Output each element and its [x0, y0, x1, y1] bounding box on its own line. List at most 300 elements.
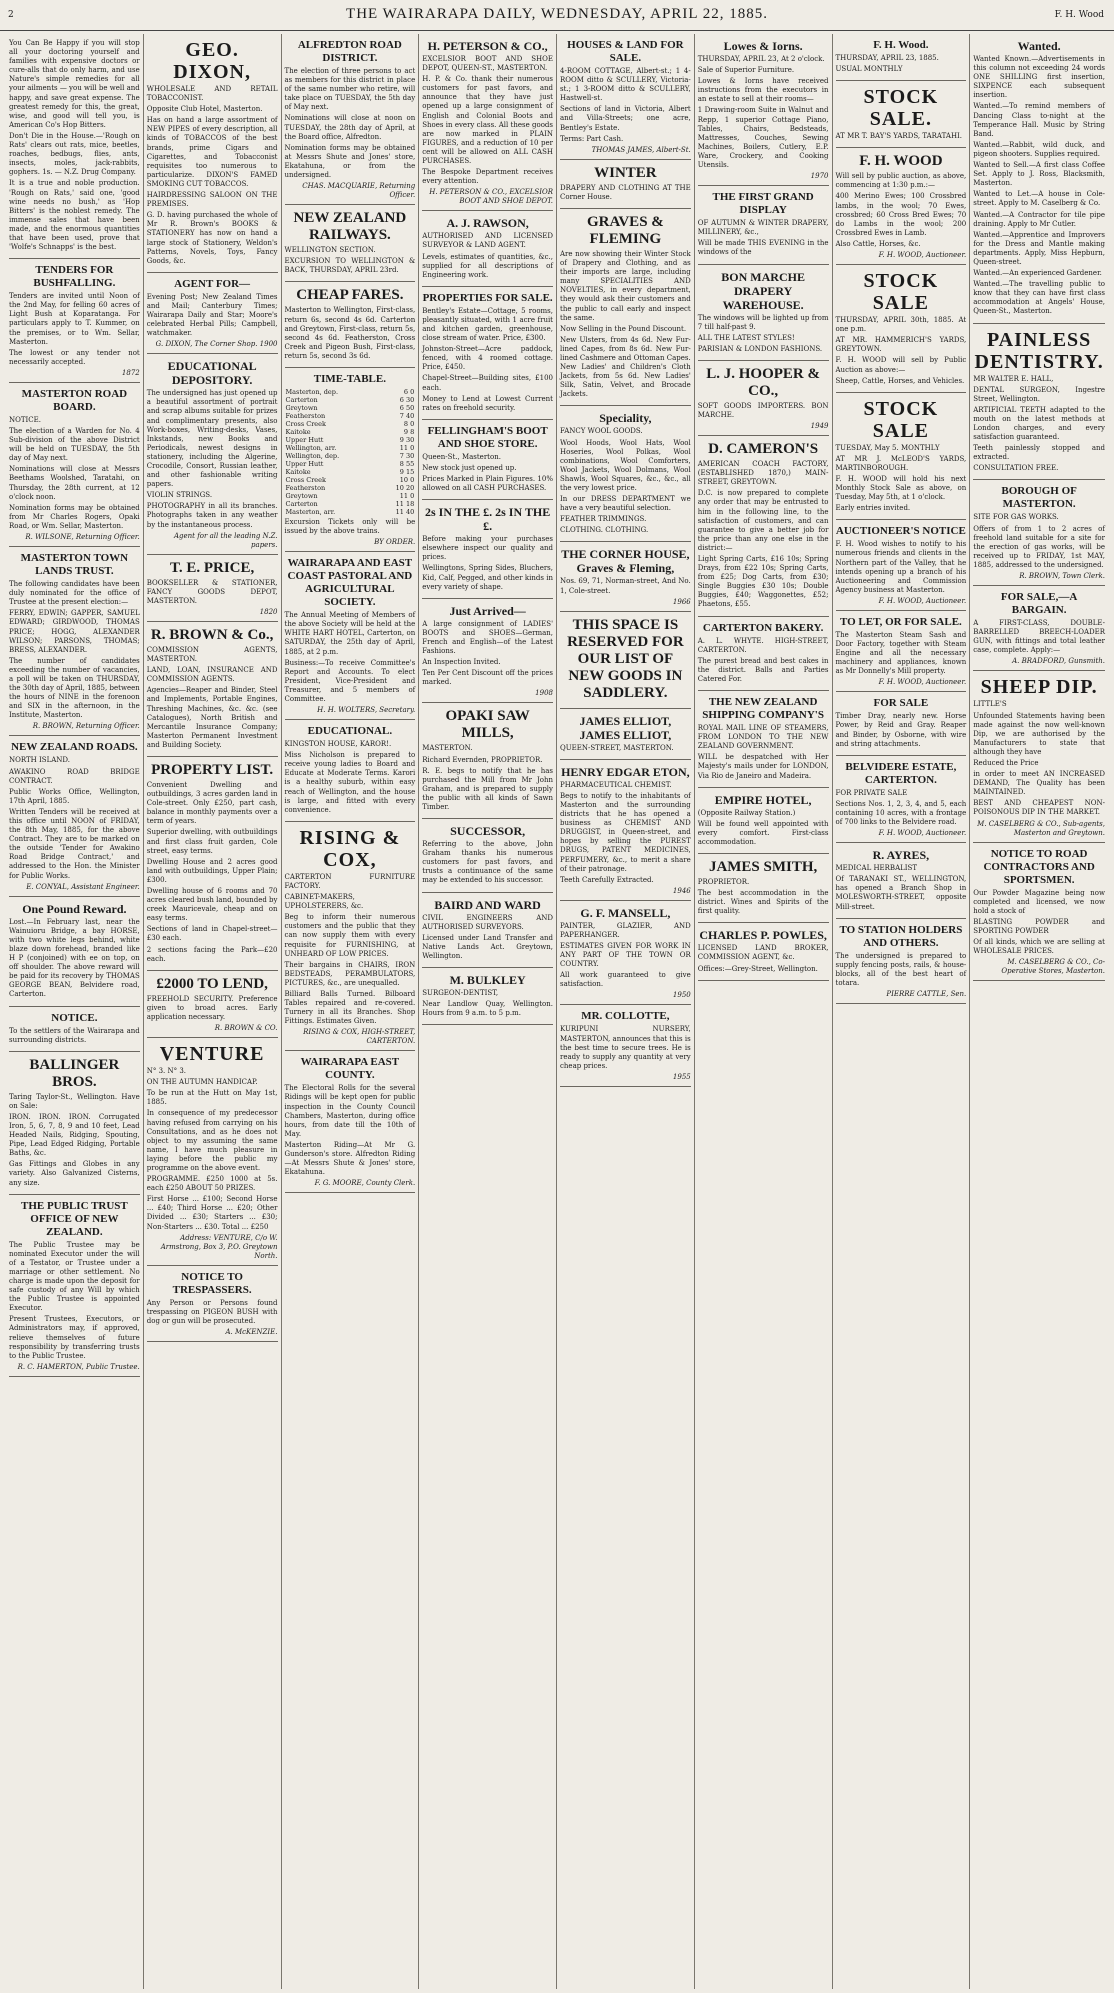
ad-signature: A. McKENZIE. — [225, 1327, 278, 1336]
ad-paragraph: Present Trustees, Executors, or Administrators may, if approved, relieve themselves of future responsibility by transferring trusts to the Public Trustee. — [9, 1315, 140, 1360]
ad-paragraph: Offices:—Grey-Street, Wellington. — [697, 964, 818, 973]
ad-paragraph: In our DRESS DEPARTMENT we have a very beautiful selection. — [560, 495, 691, 513]
timetable-row — [285, 492, 416, 500]
ad-signature: F. H. WOOD, Auctioneer. — [878, 829, 967, 838]
advertisement — [9, 897, 140, 1007]
ad-heading: Speciality, — [599, 411, 652, 426]
column-3 — [282, 34, 420, 1989]
advertisement — [973, 324, 1105, 481]
ad-paragraph: An Inspection Invited. — [422, 658, 501, 667]
ad-paragraph: Wanted.—The travelling public to know that they can have first class accommodation at Angels' House, Queen-St., Masterton. — [973, 280, 1105, 316]
advertisement — [422, 819, 553, 892]
ad-paragraph: Dwelling House and 2 acres good land with outbuildings, Upper Plain; £300. — [146, 857, 278, 884]
advertisement — [836, 148, 967, 265]
ad-paragraph: SITE FOR GAS WORKS. — [973, 513, 1059, 522]
advertisement — [698, 436, 829, 617]
ad-paragraph: Of TARANAKI ST., WELLINGTON, has opened a Branch Shop in MOLESWORTH-STREET, opposite Mill-street. — [835, 875, 967, 911]
advertisement — [285, 205, 416, 282]
ad-paragraph: Also Cattle, Horses, &c. — [835, 239, 921, 248]
ad-paragraph: THURSDAY, APRIL 30th, 1885. At one p.m. — [835, 316, 967, 334]
ad-paragraph: The undersigned is prepared to supply fencing posts, rails, & house-blocks, all of the best heart of totara. — [835, 951, 967, 987]
timetable-station: Kaitoke — [285, 467, 311, 476]
column-4 — [419, 34, 557, 1989]
ad-signature: 1908 — [535, 689, 553, 698]
ad-heading: 2s IN THE £. 2s IN THE £. — [424, 505, 551, 534]
ad-signature: 1955 — [672, 1072, 691, 1081]
ad-heading: HOUSES & LAND FOR SALE. — [567, 39, 684, 64]
advertisement — [836, 919, 967, 1004]
ad-signature: 1970 — [810, 172, 829, 181]
ad-paragraph: Beg to inform their numerous customers and the public that they can now supply them with every requisite for FURNISHING, at UNHEARD OF LOW PRICES. — [284, 913, 416, 958]
ad-paragraph: Business:—To receive Committee's Report and Accounts. To elect President, Vice-President and Treasurer, and 5 members of Committee. — [284, 658, 416, 703]
ad-heading: R. BROWN & Co., — [150, 626, 274, 643]
timetable-time: 6 0 — [403, 387, 415, 396]
advertisement — [9, 259, 140, 383]
advertisement — [422, 287, 553, 420]
advertisement — [560, 709, 691, 760]
advertisement — [560, 1005, 691, 1086]
ad-signature: R. BROWN, Town Clerk. — [1019, 572, 1105, 581]
ad-paragraph: Will be found well appointed with every comfort. First-class accommodation. — [697, 819, 829, 846]
ad-paragraph: 2 sections facing the Park—£20 each. — [146, 945, 278, 963]
ad-heading: MR. COLLOTTE, — [581, 1010, 670, 1023]
ad-heading: F. H. WOOD — [859, 153, 943, 170]
ad-signature: F. G. MOORE, County Clerk. — [314, 1179, 416, 1188]
ad-paragraph: The Electoral Rolls for the several Ridings will be kept open for public inspection in the County Council Chambers, Masterton, during office hours, from date till the 10th of May. — [284, 1084, 416, 1138]
ad-heading: THE PUBLIC TRUST OFFICE OF NEW ZEALAND. — [20, 1199, 128, 1238]
ad-paragraph: Wanted to Sell.—A first class Coffee Set. Apply to J. Ross, Blacksmith, Masterton. — [973, 161, 1105, 188]
advertisement — [285, 282, 416, 368]
ad-paragraph: The Annual Meeting of Members of the above Society will be held at the WHITE HART HOTEL, Carterton, on SATURDAY, the 25th day of April, 1885, at 2 p.m. — [284, 611, 416, 656]
ad-paragraph: ARTIFICIAL TEETH adapted to the mouth on the latest methods at London charges, and every satisfaction guaranteed. — [973, 405, 1105, 442]
ad-paragraph: Will sell by public auction, as above, commencing at 1:30 p.m.:— — [835, 172, 967, 190]
ad-heading: GEO. DIXON, — [173, 39, 251, 83]
ad-paragraph: The election of three persons to act as members for this district in place of the same number who retire, will take place on TUESDAY, the 5th day of May next. — [284, 67, 416, 112]
ad-paragraph: FOR PRIVATE SALE — [835, 788, 908, 797]
timetable-station: Carterton — [285, 499, 318, 508]
ad-paragraph: Nominations will close at Messrs Beethams Woolshed, Taratahi, on Thursday, the 28th current, at 12 o'clock noon. — [9, 465, 140, 501]
masthead — [0, 0, 1114, 31]
advertisement — [285, 822, 416, 1052]
ad-paragraph: Opposite Club Hotel, Masterton. — [146, 105, 263, 114]
advertisement — [836, 611, 967, 692]
ad-paragraph: ESTIMATES GIVEN FOR WORK IN ANY PART OF THE TOWN OR COUNTRY. — [560, 941, 691, 969]
ad-paragraph: Wanted.—A Contractor for tile pipe draining. Apply to Mr Cutler. — [973, 210, 1105, 228]
ad-paragraph: Our Powder Magazine being now completed and licensed, we now hold a stock of — [973, 888, 1105, 915]
ad-heading: HENRY EDGAR ETON, — [561, 764, 690, 779]
advertisement — [9, 383, 140, 547]
ad-paragraph: The number of candidates exceeding the number of vacancies, a poll will be taken on THURSDAY, the 30th day of April, 1885, between the hours of NINE in the forenoon and SIX in the afternoon, in the Institute, Masterton. — [9, 656, 140, 720]
timetable-station: Carterton — [285, 395, 318, 404]
advertisement — [422, 420, 553, 500]
ad-paragraph: MEDICAL HERBALIST — [835, 864, 918, 873]
ad-heading: T. E. PRICE, — [169, 559, 255, 576]
ad-paragraph: Now Selling in the Pound Discount. — [560, 324, 687, 333]
ad-heading: EDUCATIONAL DEPOSITORY. — [167, 359, 257, 388]
ad-paragraph: THURSDAY, APRIL 23, At 2 o'clock. — [697, 55, 825, 63]
ad-paragraph: MASTERTON. — [422, 744, 473, 753]
ad-paragraph: Lowes & Iorns have received instructions from the executors in an estate to sell at their rooms— — [697, 77, 829, 104]
timetable-station: Cross Creek — [285, 419, 326, 428]
advertisement — [9, 736, 140, 896]
ad-paragraph: Light Spring Carts, £16 10s; Spring Drays, from £22 10s; Spring Carts, from £25; Dog Carts, from £30; Single Buggies £30 10s; Double Buggies, £40; Waggonettes, £52; Phaetons, £55. — [697, 555, 829, 609]
ad-paragraph: In consequence of my predecessor having refused from carrying on his Consultations, and as he does not object to my assuming the same name, I have much pleasure in laying before the public my programme on the above event. — [146, 1109, 278, 1172]
ad-paragraph: Nos. 69, 71, Norman-street, And No. 1, Cole-street. — [560, 577, 691, 595]
ad-heading: OPAKI SAW MILLS, — [445, 708, 530, 742]
ad-heading: WAIRARAPA EAST COUNTY. — [300, 1056, 400, 1082]
ad-paragraph: Tenders are invited until Noon of the 2nd May, for felling 60 acres of Light Bush at Koparatanga. For particulars apply to T. Kummer, on the premises, or to Wm. Sellar, Masterton. — [9, 292, 140, 346]
advertisement — [560, 160, 691, 209]
advertisement — [422, 599, 553, 704]
ad-paragraph: Early entries invited. — [835, 504, 911, 513]
advertisement — [836, 265, 967, 393]
timetable-row — [285, 460, 416, 468]
ad-signature: H. H. WOLTERS, Secretary. — [317, 706, 416, 715]
timetable — [285, 388, 416, 516]
ad-paragraph: The undersigned has just opened up a beautiful assortment of portrait and scrap albums suitable for prizes and complimentary presents, also Work-boxes, Writing-desks, Vases, Inkstands, new Books and Periodicals, newest designs in stationery, including the Algerine, Crocodile, Consort, Russian leather, and other fashionable writing papers. — [146, 389, 278, 489]
ad-paragraph: A FIRST-CLASS, DOUBLE-BARRELLED BREECH-LOADER GUN, with fittings and total leather case, complete. Apply:— — [973, 619, 1105, 655]
ad-heading: GRAVES & FLEMING — [586, 213, 664, 247]
ad-heading: JAMES SMITH, — [708, 858, 818, 875]
ad-paragraph: AUTHORISED AND LICENSED SURVEYOR & LAND AGENT. — [422, 232, 553, 250]
page-number: 2 — [8, 10, 14, 20]
ad-signature: THOMAS JAMES, Albert-St. — [591, 145, 691, 154]
ad-paragraph: Will be made THIS EVENING in the windows of the — [697, 239, 829, 257]
ad-paragraph: SOFT GOODS IMPORTERS. BON MARCHE. — [697, 401, 829, 419]
ad-paragraph: AMERICAN COACH FACTORY, (ESTABLISHED 1870,) MAIN-STREET, GREYTOWN. — [697, 460, 829, 487]
advertisement — [422, 500, 553, 599]
ad-paragraph: Masterton to Wellington, First-class, return 6s, second 4s 6d. Carterton and Greytown, First-class, return 5s, second 4s 6d. Featherston, Cross Creek and Pigeon Bush, First-class, return 5s, second 3s 6d. — [284, 306, 416, 360]
ad-heading: WAIRARAPA AND EAST COAST PASTORAL AND AGRICULTURAL SOCIETY. — [287, 557, 413, 609]
timetable-row — [285, 468, 416, 476]
ad-paragraph: Sheep, Cattle, Horses, and Vehicles. — [835, 376, 965, 385]
ad-heading: AUCTIONEER'S NOTICE — [835, 525, 966, 538]
advertisement — [698, 617, 829, 691]
ad-heading: NOTICE TO TRESPASSERS. — [172, 1270, 252, 1296]
ad-paragraph: The Bespoke Department receives every attention. — [422, 168, 553, 186]
newspaper-columns — [6, 34, 1108, 1989]
ad-heading: TENDERS FOR BUSHFALLING. — [33, 264, 116, 290]
ad-paragraph: R. E. begs to notify that he has purchased the Mill from Mr John Graham, and is prepared to supply the public with all kinds of Sawn Timber. — [422, 766, 553, 811]
advertisement — [422, 893, 553, 968]
ad-heading: PROPERTY LIST. — [151, 761, 274, 778]
timetable-station: Featherston — [285, 483, 326, 492]
ad-signature: R. C. HAMERTON, Public Trustee. — [17, 1362, 140, 1371]
timetable-time: 7 30 — [399, 451, 415, 460]
ad-paragraph: LITTLE'S — [973, 700, 1007, 709]
ad-signature: R. BROWN & CO. — [214, 1024, 278, 1033]
ad-heading: THE NEW ZEALAND SHIPPING COMPANY'S — [702, 696, 824, 722]
ad-heading: One Pound Reward. — [22, 901, 127, 916]
timetable-time: 11 0 — [399, 443, 415, 452]
timetable-station: Masterton, dep. — [285, 387, 339, 396]
ad-heading: BON MARCHE DRAPERY WAREHOUSE. — [721, 269, 805, 312]
ad-heading: FOR SALE,—A BARGAIN. — [1000, 591, 1078, 617]
column-2 — [144, 34, 282, 1989]
ad-heading: NOTICE. — [51, 1011, 98, 1024]
advertisement — [973, 480, 1105, 586]
timetable-row — [285, 436, 416, 444]
ad-paragraph: Reduced the Price — [973, 758, 1039, 767]
ad-paragraph: Licensed under Land Transfer and Native Lands Act. Greytown, Wellington. — [422, 933, 553, 960]
ad-heading: BOROUGH OF MASTERTON. — [1001, 485, 1077, 511]
advertisement — [147, 1038, 278, 1266]
timetable-time: 10 20 — [395, 483, 415, 492]
ad-paragraph: Sections of land in Victoria, Albert and Villa-Streets; one acre, Bentley's Estate. — [560, 105, 691, 132]
advertisement — [422, 968, 553, 1025]
ad-signature: 1872 — [121, 368, 140, 377]
ad-heading: TO STATION HOLDERS AND OTHERS. — [839, 923, 963, 949]
ad-heading: NEW ZEALAND RAILWAYS. — [293, 210, 407, 244]
ad-paragraph: Ten Per Cent Discount off the prices marked. — [422, 669, 553, 687]
ad-signature: Agent for all the leading N.Z. papers. — [173, 531, 278, 549]
ad-paragraph: PAINTER, GLAZIER, AND PAPERHANGER. — [560, 921, 691, 939]
ad-paragraph: IRON. IRON. IRON. Corrugated Iron, 5, 6, 7, 8, 9 and 10 feet, Lead Headed Nails, Ridging, Spouting, Pipe, Lead Edged Ridging, Portable Baths, &c. — [9, 1112, 140, 1158]
advertisement — [285, 552, 416, 720]
ad-paragraph: Money to Lend at Lowest Current rates on freehold security. — [422, 394, 553, 412]
ad-paragraph: Nomination forms may be obtained at Messrs Shute and Jones' store, Ekatahuna, or from the undersigned. — [284, 143, 416, 180]
advertisement — [698, 923, 829, 980]
timetable-row — [285, 500, 416, 508]
ad-paragraph: Wool Hoods, Wool Hats, Wool Hoseries, Wool Polkas, Wool combinations, Wool Comforters, Wool Jackets, Wool Dolmans, Wool Shawls, Wool Squares, &c., &c., all the very lowest price. — [560, 438, 691, 492]
ad-heading: TIME-TABLE. — [313, 372, 386, 385]
advertisement — [698, 361, 829, 436]
timetable-time: 6 30 — [399, 395, 415, 404]
ad-paragraph: Of all kinds, which we are selling at WHOLESALE PRICES. — [973, 938, 1105, 956]
advertisement — [698, 854, 829, 923]
advertisement — [560, 209, 691, 407]
timetable-row — [285, 404, 416, 412]
ad-paragraph: in order to meet AN INCREASED DEMAND, The Quality has been MAINTAINED. — [973, 770, 1105, 797]
ad-paragraph: Don't Die in the House.—'Rough on Rats' clears out rats, mice, beetles, roaches, bedbugs, flies, ants, insects, moles, jack-rabbits, gophers. 1s. — N.Z. Drug Company. — [9, 131, 140, 177]
ad-paragraph: F. H. WOOD will sell by Public Auction as above:— — [835, 356, 967, 374]
ad-paragraph: AT MR. HAMMERICH'S YARDS, GREYTOWN. — [835, 336, 967, 354]
ad-signature: F. H. WOOD, Auctioneer. — [878, 251, 967, 260]
ad-heading: SUCCESSOR, — [450, 824, 526, 839]
timetable-station: Wellington, arr. — [285, 443, 337, 452]
ad-signature: E. CONYAL, Assistant Engineer. — [26, 882, 140, 891]
ad-paragraph: Queen-St., Masterton. — [422, 452, 501, 461]
timetable-row — [285, 420, 416, 428]
ad-paragraph: To the settlers of the Wairarapa and surrounding districts. — [9, 1026, 140, 1044]
advertisement — [147, 757, 278, 971]
timetable-time: 9 15 — [399, 467, 415, 476]
ad-paragraph: Before making your purchases elsewhere inspect our quality and prices. — [422, 535, 553, 562]
ad-heading: AGENT FOR— — [174, 277, 251, 290]
ad-heading: Wanted. — [1017, 39, 1061, 53]
ad-heading: PROPERTIES FOR SALE. — [422, 291, 553, 304]
ad-paragraph: QUEEN-STREET, MASTERTON. — [560, 743, 674, 752]
ad-paragraph: Superior dwelling, with outbuildings and first class fruit garden, Cole street, easy terms. — [146, 828, 278, 855]
ad-signature: 1820 — [259, 607, 278, 616]
ad-signature: A. BRADFORD, Gunsmith. — [1012, 657, 1105, 666]
ad-paragraph: Prices Marked in Plain Figures. 10% allowed on all CASH PURCHASES. — [422, 475, 553, 493]
advertisement — [836, 692, 967, 755]
timetable-row — [285, 476, 416, 484]
advertisement — [9, 34, 140, 259]
ad-paragraph: CABINET-MAKERS, UPHOLSTERERS, &c. — [284, 893, 364, 911]
ad-paragraph: A large consignment of LADIES' BOOTS and SHOES—German, French and English—of the Latest Fashions. — [422, 619, 553, 656]
advertisement — [836, 34, 967, 81]
ad-paragraph: EXCELSIOR BOOT AND SHOE DEPOT, QUEEN-ST., MASTERTON. — [422, 55, 553, 73]
advertisement — [147, 34, 278, 273]
ad-heading: RISING & COX, — [299, 826, 401, 871]
ad-heading: MASTERTON TOWN LANDS TRUST. — [20, 552, 129, 578]
ad-paragraph: Are now showing their Winter Stock of Drapery and Clothing, and as their imports are large, including many SPECIALITIES AND NOVELTIES, in every department, they would ask their customers and the public to call early and inspect the same. — [560, 249, 691, 322]
column-corner-label: F. H. Wood — [1054, 10, 1104, 20]
timetable-row — [285, 428, 416, 436]
advertisement — [698, 34, 829, 186]
ad-heading: BAIRD AND WARD — [434, 897, 541, 912]
ad-paragraph: The following candidates have been duly nominated for the office of Trustee at the present election:— — [9, 580, 140, 607]
ad-paragraph: KURIPUNI NURSERY, MASTERTON, announces that this is the best time to secure trees. He is ready to supply any quantity at very cheap prices. — [560, 1025, 691, 1070]
advertisement — [973, 586, 1105, 671]
ad-heading: FOR SALE — [873, 697, 929, 710]
timetable-row — [285, 484, 416, 492]
ad-heading: NEW ZEALAND ROADS. — [11, 741, 138, 754]
ad-paragraph: Offers of from 1 to 2 acres of freehold land suitable for a site for the erection of gas works, will be received up to FRIDAY, 1st MAY, 1885, addressed to the undersigned. — [973, 524, 1105, 569]
ad-paragraph: The Public Trustee may be nominated Executor under the will of a Testator, or Trustee under a marriage or other settlement. No charge is made upon the deposit for safe custody of any Will by which the Public Trustee is appointed Executor. — [9, 1240, 140, 1313]
advertisement — [422, 34, 553, 211]
ad-paragraph: MR WALTER E. HALL, — [973, 374, 1054, 383]
timetable-station: Wellington, dep. — [285, 451, 340, 460]
ad-heading: FELLINGHAM'S BOOT AND SHOE STORE. — [427, 424, 548, 450]
advertisement — [422, 211, 553, 286]
ad-paragraph: Written Tenders will be received at this office until NOON of FRIDAY, the 8th May, 1885, for the above Contract. They are to be marked on the outside 'Tender for Awakino Road Bridge Contract,' and addressed to the Hon. the Minister for Public Works. — [9, 807, 140, 880]
ad-paragraph: The windows will be lighted up from 7 till half-past 9. — [697, 313, 829, 331]
advertisement — [9, 1007, 140, 1052]
advertisement — [836, 520, 967, 611]
ad-paragraph: Sections Nos. 1, 2, 3, 4, and 5, each containing 10 acres, with a frontage of 700 links to the Belvidere road. — [835, 799, 967, 827]
ad-heading: TO LET, OR FOR SALE. — [839, 615, 962, 628]
ad-paragraph: FERRY, EDWIN; GAPPER, SAMUEL EDWARD; GIRDWOOD, THOMAS PRICE; HOGG, ALEXANDER WILSON; PARSONS, THOMAS; BRESS, ALEXANDER. — [9, 609, 140, 654]
column-7 — [833, 34, 971, 1989]
advertisement — [285, 720, 416, 822]
ad-heading: A. J. RAWSON, — [446, 216, 529, 231]
advertisement — [973, 34, 1105, 324]
timetable-row — [285, 396, 416, 404]
timetable-row — [285, 508, 416, 516]
ad-heading: SHEEP DIP. — [980, 676, 1098, 699]
advertisement — [285, 1051, 416, 1193]
ad-paragraph: Excursion Tickets only will be issued by the above trains. — [284, 517, 416, 536]
ad-paragraph: HAIRDRESSING SALOON ON THE PREMISES. — [146, 191, 278, 209]
ad-heading: L. J. HOOPER & CO., — [706, 365, 820, 399]
timetable-station: Greytown — [285, 491, 318, 500]
timetable-row — [285, 444, 416, 452]
ad-paragraph: CIVIL ENGINEERS AND AUTHORISED SURVEYORS. — [422, 913, 553, 931]
ad-heading: STOCK SALE — [863, 397, 939, 442]
ad-signature: CHAS. MACQUARIE, Returning Officer. — [302, 182, 416, 200]
ad-paragraph: New Ulsters, from 4s 6d. New Fur-lined Capes, from 8s 6d. New Fur-lined Cashmere and Ottoman Capes. New Ladies' and Children's Cloth Jackets, from 5s 6d. New Ladies' Silk, Satin, Velvet, and Brocade Jackets. — [560, 335, 691, 399]
ad-heading: STOCK SALE. — [863, 86, 939, 131]
ad-paragraph: PARISIAN & LONDON FASHIONS. — [697, 344, 823, 353]
timetable-time: 7 40 — [399, 411, 415, 420]
ad-paragraph: Public Works Office, Wellington, 17th April, 1885. — [9, 787, 140, 805]
ad-signature: 1950 — [672, 991, 691, 1000]
ad-paragraph: FREEHOLD SECURITY. Preference given to broad acres. Early application necessary. — [146, 994, 278, 1021]
newspaper-title: THE WAIRARAPA DAILY, WEDNESDAY, APRIL 22, 1885. — [346, 6, 768, 22]
timetable-station: Kaitoke — [285, 427, 311, 436]
ad-signature: 1946 — [672, 886, 691, 895]
ad-paragraph: Nomination forms may be obtained from Mr Charles Rogers, Opaki Road, or Wm. Sellar, Masterton. — [9, 503, 140, 530]
ad-paragraph: Evening Post; New Zealand Times and Mail; Canterbury Times; Wairarapa Daily and Star; Moore's celebrated Herbal Pills; Campbell, watchmaker. — [146, 292, 278, 338]
advertisement — [147, 971, 278, 1038]
ad-heading: STOCK SALE — [863, 270, 939, 315]
ad-heading: CHARLES P. POWLES, — [699, 928, 827, 943]
ad-heading: THIS SPACE IS RESERVED FOR OUR LIST OF NEW GOODS IN SADDLERY. — [567, 616, 684, 701]
ad-paragraph: NORTH ISLAND. — [9, 756, 70, 765]
advertisement — [836, 81, 967, 148]
ad-heading: THE FIRST GRAND DISPLAY — [712, 191, 814, 217]
timetable-time: 11 18 — [395, 499, 415, 508]
ad-paragraph: Lost.—In February last, near the Wainuioru Bridge, a bay HORSE, with two white legs behind, white blaze down forehead, branded like H P (conjoined) with ee on top, on off shoulder. The above reward will be paid for its recovery by THOMAS GEORGE BEAN, Belvidere road, Carterton. — [9, 917, 140, 999]
ad-paragraph: The lowest or any tender not necessarily accepted. — [9, 348, 140, 366]
timetable-time: 8 55 — [399, 459, 415, 468]
ad-paragraph: Gas Fittings and Globes in any variety. Also Galvanized Cisterns, any size. — [9, 1160, 140, 1187]
advertisement — [9, 1052, 140, 1195]
advertisement — [698, 788, 829, 854]
ad-paragraph: SURGEON-DENTIST, — [422, 989, 499, 997]
ad-paragraph: Wanted to Let.—A house in Cole-street. Apply to M. Caselberg & Co. — [973, 190, 1105, 208]
ad-paragraph: PHARMACEUTICAL CHEMIST. — [560, 780, 672, 789]
advertisement — [147, 622, 278, 757]
ad-paragraph: H. P. & Co. thank their numerous customers for past favors, and announce that they have just opened up a large consignment of English and Colonial Boots and Shoes in every class. All these goods are now marked in PLAIN FIGURES, and a reduction of 10 per cent will be allowed on ALL CASH PURCHASES. — [422, 75, 553, 166]
ad-paragraph: All work guaranteed to give satisfaction. — [560, 971, 691, 989]
ad-paragraph: It is a true and noble production. 'Rough on Rats,' said one, 'good wine needs no bush,' as 'Hop Bitters' is the noblest remedy. The immense sales that have been made, and the enormous quantities that have been used, prove that 'Wolfe's Schnapps' is the best. — [9, 179, 140, 252]
timetable-row — [285, 452, 416, 460]
ad-paragraph: LICENSED LAND BROKER, COMMISSION AGENT, &c. — [697, 944, 829, 962]
ad-signature: M. CASELBERG & CO., Co-Operative Stores, Masterton. — [1001, 958, 1105, 976]
ad-paragraph: Unfounded Statements having been made against the now well-known Dip, we are authorised by the Manufacturers to state that although they have — [973, 711, 1105, 756]
ad-paragraph: Convenient Dwelling and outbuildings, 3 acres garden land in Cole-street. Only £250, part cash, balance in monthly payments over a term of years. — [146, 780, 278, 826]
advertisement — [973, 843, 1105, 982]
advertisement — [147, 555, 278, 622]
ad-signature: 1949 — [810, 422, 829, 431]
advertisement — [147, 273, 278, 354]
ad-signature: G. DIXON, The Corner Shop. 1900 — [155, 340, 278, 349]
ad-paragraph: WELLINGTON SECTION. — [284, 246, 376, 255]
ad-paragraph: PROPRIETOR. — [697, 877, 750, 886]
ad-paragraph: Begs to notify to the inhabitants of Masterton and the surrounding districts that he has opened a business as CHEMIST AND DRUGGIST, in Queen-street, and hopes by selling the PUREST DRUGS, PATENT MEDICINES, PERFUMERY, &c., to merit a share of their patronage. — [560, 791, 691, 873]
advertisement — [836, 843, 967, 918]
ad-paragraph: Wanted.—Rabbit, wild duck, and pigeon shooters. Supplies required. — [973, 140, 1105, 158]
ad-heading: JAMES ELLIOT, JAMES ELLIOT, — [579, 713, 672, 742]
ad-signature: Address: VENTURE, C/o W. Armstrong, Box 3, P.O. Greytown North. — [160, 1233, 278, 1260]
ad-paragraph: KINGSTON HOUSE, KAROR!. — [284, 740, 392, 749]
ad-heading: Lowes & Iorns. — [723, 39, 803, 53]
ad-heading: PAINLESS DENTISTRY. — [974, 328, 1104, 373]
advertisement — [9, 547, 140, 736]
ad-paragraph: F. H. Wood wishes to notify to his numerous friends and clients in the Northern part of the Valley, that he intends opening up a branch of his Auctioneering and Commission Agency business at Masterton. — [835, 540, 967, 594]
timetable-station: Greytown — [285, 403, 318, 412]
advertisement — [560, 406, 691, 542]
ad-paragraph: OF AUTUMN & WINTER DRAPERY, MILLINERY, &c., — [697, 219, 829, 237]
ad-paragraph: Has on hand a large assortment of NEW PIPES of every description, all kinds of TOBACCOS of the best brands, prime Cigars and Cigarettes, and Tobacconist requisites too numerous to particularize. DIXON'S FAMED SMOKING CUT TOBACCOS. — [146, 116, 278, 188]
ad-paragraph: A. L. WHYTE. HIGH-STREET, CARTERTON. — [697, 636, 829, 654]
ad-heading: THE CORNER HOUSE, Graves & Fleming, — [561, 547, 690, 576]
ad-paragraph: FEATHER TRIMMINGS. — [560, 515, 647, 524]
ad-signature: RISING & COX, HIGH-STREET, CARTERTON. — [303, 1028, 416, 1046]
ad-paragraph: Wanted.—To remind members of Dancing Class to-night at the Temperance Hall. Music by String Band. — [973, 102, 1105, 138]
timetable-time: 8 0 — [403, 419, 415, 428]
ad-heading: BALLINGER BROS. — [29, 1056, 120, 1090]
ad-paragraph: ROYAL MAIL LINE OF STEAMERS, FROM LONDON TO THE NEW ZEALAND GOVERNMENT. — [697, 724, 829, 751]
ad-paragraph: DENTAL SURGEON, Ingestre Street, Wellington. — [973, 385, 1105, 403]
timetable-station: Masterton, arr. — [285, 507, 336, 516]
timetable-station: Cross Creek — [285, 475, 326, 484]
ad-paragraph: Wanted.—Apprentice and Improvers for the Dress and Mantle making departments. Apply, Miss Hepburn, Queen-street. — [973, 230, 1105, 266]
